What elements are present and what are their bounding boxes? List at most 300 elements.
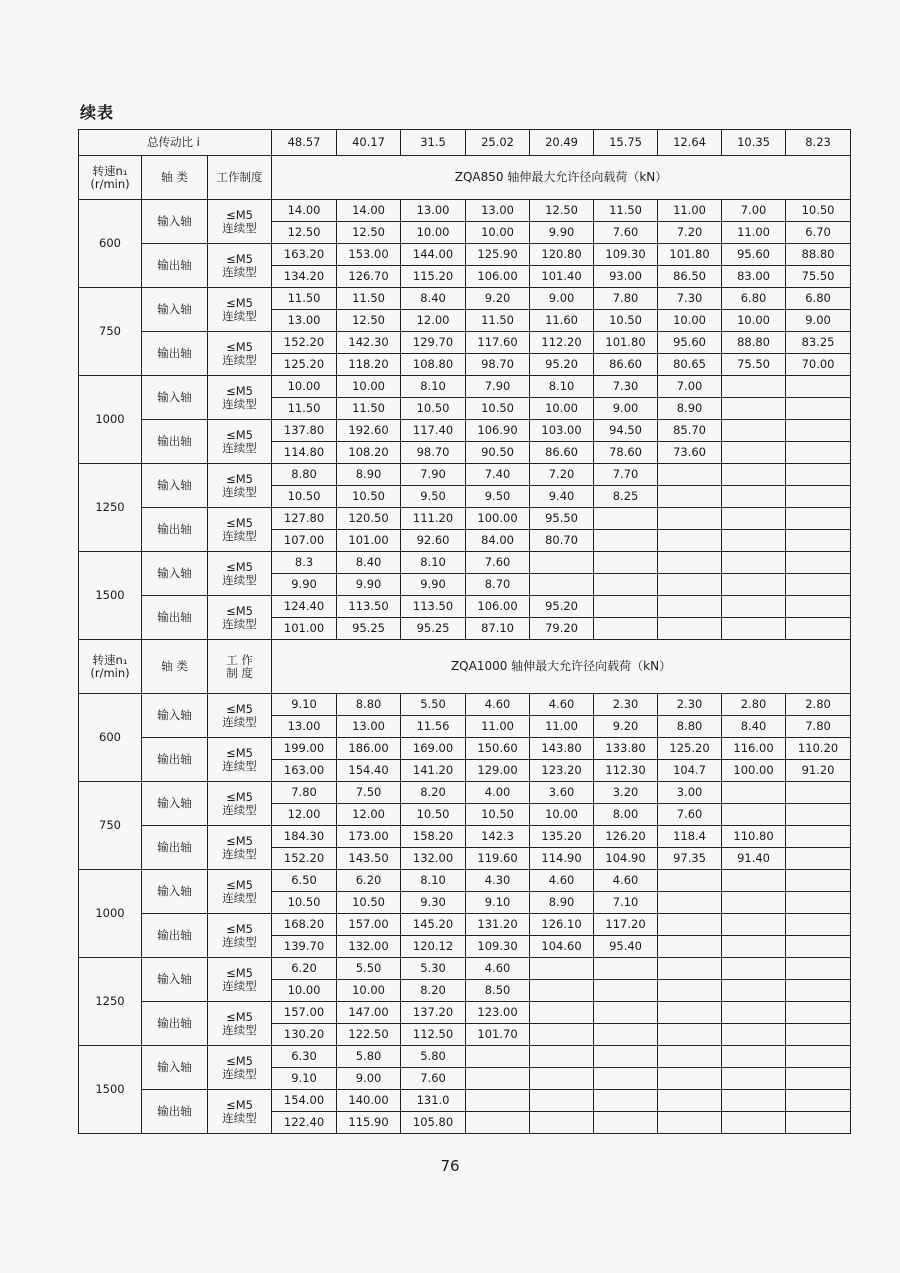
table-row	[79, 376, 851, 398]
load-value: 100.00	[466, 508, 530, 530]
load-value: 120.80	[530, 244, 594, 266]
load-value: 4.60	[466, 694, 530, 716]
load-value: 2.80	[786, 694, 851, 716]
load-value	[786, 420, 851, 442]
shaft-cell: 输入轴	[142, 1046, 208, 1090]
load-value	[466, 1068, 530, 1090]
load-value	[658, 508, 722, 530]
load-value: 95.20	[530, 596, 594, 618]
shaft-cell: 输入轴	[142, 464, 208, 508]
load-value: 9.40	[530, 486, 594, 508]
load-table-body	[79, 130, 851, 1134]
speed-header: 转速n₁ (r/min)	[79, 640, 142, 694]
load-value	[658, 1090, 722, 1112]
load-value: 8.90	[337, 464, 401, 486]
load-value: 79.20	[530, 618, 594, 640]
speed-header: 转速n₁ (r/min)	[79, 156, 142, 200]
table-row	[79, 870, 851, 892]
table-row	[79, 1046, 851, 1068]
page-title: 续表	[80, 103, 115, 122]
page-number: 76	[440, 1157, 460, 1175]
speed-cell: 750	[79, 288, 142, 376]
load-value: 91.20	[786, 760, 851, 782]
load-value: 157.00	[337, 914, 401, 936]
load-value	[594, 530, 658, 552]
load-value: 95.60	[722, 244, 786, 266]
mode-cell: ≤M5 连续型	[208, 288, 272, 332]
load-value: 10.50	[401, 804, 466, 826]
speed-cell: 1500	[79, 552, 142, 640]
load-value: 11.50	[337, 288, 401, 310]
load-value: 8.90	[530, 892, 594, 914]
load-value: 123.20	[530, 760, 594, 782]
load-value	[658, 530, 722, 552]
load-value: 91.40	[722, 848, 786, 870]
load-value: 126.20	[594, 826, 658, 848]
load-value	[722, 1068, 786, 1090]
load-value: 83.25	[786, 332, 851, 354]
load-value: 124.40	[272, 596, 337, 618]
table-row	[79, 826, 851, 848]
load-value: 8.25	[594, 486, 658, 508]
load-value: 143.50	[337, 848, 401, 870]
load-value: 9.10	[466, 892, 530, 914]
load-value: 13.00	[272, 716, 337, 738]
load-value: 10.00	[530, 804, 594, 826]
load-value: 11.00	[722, 222, 786, 244]
load-value: 132.00	[337, 936, 401, 958]
load-value: 85.70	[658, 420, 722, 442]
load-value: 12.50	[272, 222, 337, 244]
load-value: 13.00	[401, 200, 466, 222]
load-value: 163.00	[272, 760, 337, 782]
load-value: 7.90	[401, 464, 466, 486]
load-value: 7.60	[658, 804, 722, 826]
load-value: 127.80	[272, 508, 337, 530]
load-value	[530, 552, 594, 574]
load-value: 8.80	[272, 464, 337, 486]
section-title: ZQA850 轴伸最大允许径向载荷（kN）	[272, 156, 851, 200]
load-value: 75.50	[786, 266, 851, 288]
table-row	[79, 694, 851, 716]
shaft-cell: 输入轴	[142, 200, 208, 244]
load-value: 101.80	[658, 244, 722, 266]
load-value: 101.00	[337, 530, 401, 552]
load-value	[530, 958, 594, 980]
mode-cell: ≤M5 连续型	[208, 914, 272, 958]
load-value: 131.0	[401, 1090, 466, 1112]
load-value: 92.60	[401, 530, 466, 552]
shaft-cell: 输入轴	[142, 694, 208, 738]
load-value: 112.20	[530, 332, 594, 354]
load-value: 105.80	[401, 1112, 466, 1134]
load-value	[786, 530, 851, 552]
load-value: 186.00	[337, 738, 401, 760]
load-value: 8.10	[401, 376, 466, 398]
load-value: 4.60	[594, 870, 658, 892]
load-value	[594, 980, 658, 1002]
load-value	[722, 1112, 786, 1134]
section-header-row	[79, 640, 851, 694]
load-value	[786, 442, 851, 464]
load-value: 5.80	[337, 1046, 401, 1068]
table-row	[79, 552, 851, 574]
load-value: 117.40	[401, 420, 466, 442]
load-value: 7.80	[594, 288, 658, 310]
load-value: 7.20	[658, 222, 722, 244]
load-value: 106.00	[466, 596, 530, 618]
shaft-cell: 输出轴	[142, 914, 208, 958]
load-value	[786, 1090, 851, 1112]
load-value	[594, 508, 658, 530]
load-value	[722, 530, 786, 552]
mode-cell: ≤M5 连续型	[208, 464, 272, 508]
load-value: 88.80	[786, 244, 851, 266]
load-value	[786, 914, 851, 936]
load-value	[594, 958, 658, 980]
load-value: 9.90	[401, 574, 466, 596]
load-value: 113.50	[337, 596, 401, 618]
load-value: 100.00	[722, 760, 786, 782]
load-value	[466, 1046, 530, 1068]
load-value: 70.00	[786, 354, 851, 376]
load-value	[786, 826, 851, 848]
load-value: 112.30	[594, 760, 658, 782]
load-value	[786, 618, 851, 640]
table-row	[79, 244, 851, 266]
section-title: ZQA1000 轴伸最大允许径向载荷（kN）	[272, 640, 851, 694]
load-value: 95.25	[401, 618, 466, 640]
shaft-cell: 输出轴	[142, 420, 208, 464]
mode-cell: ≤M5 连续型	[208, 958, 272, 1002]
load-value: 163.20	[272, 244, 337, 266]
load-value: 10.50	[337, 486, 401, 508]
load-value: 125.20	[658, 738, 722, 760]
load-value: 7.40	[466, 464, 530, 486]
shaft-cell: 输出轴	[142, 738, 208, 782]
load-value: 147.00	[337, 1002, 401, 1024]
load-value: 9.90	[530, 222, 594, 244]
load-value: 7.70	[594, 464, 658, 486]
load-value: 10.00	[466, 222, 530, 244]
ratio-value: 48.57	[272, 130, 337, 156]
load-value: 94.50	[594, 420, 658, 442]
load-value: 101.80	[594, 332, 658, 354]
mode-cell: ≤M5 连续型	[208, 552, 272, 596]
speed-cell: 1250	[79, 464, 142, 552]
load-value	[786, 870, 851, 892]
load-value: 10.50	[594, 310, 658, 332]
load-value: 11.56	[401, 716, 466, 738]
load-value	[594, 1024, 658, 1046]
load-value: 9.10	[272, 1068, 337, 1090]
speed-cell: 600	[79, 200, 142, 288]
load-value: 9.20	[466, 288, 530, 310]
load-value: 101.40	[530, 266, 594, 288]
load-value: 132.00	[401, 848, 466, 870]
load-value: 88.80	[722, 332, 786, 354]
mode-cell: ≤M5 连续型	[208, 738, 272, 782]
load-value: 8.3	[272, 552, 337, 574]
load-value: 114.80	[272, 442, 337, 464]
load-value: 11.50	[272, 288, 337, 310]
load-value: 3.20	[594, 782, 658, 804]
load-value: 8.40	[337, 552, 401, 574]
shaft-cell: 输入轴	[142, 288, 208, 332]
load-value: 152.20	[272, 332, 337, 354]
load-value: 11.50	[272, 398, 337, 420]
shaft-cell: 输出轴	[142, 508, 208, 552]
shaft-cell: 输入轴	[142, 782, 208, 826]
load-value	[530, 1068, 594, 1090]
load-value	[722, 782, 786, 804]
load-value	[786, 486, 851, 508]
load-value	[722, 1024, 786, 1046]
load-value: 143.80	[530, 738, 594, 760]
ratio-value: 20.49	[530, 130, 594, 156]
load-value	[722, 870, 786, 892]
load-value: 11.50	[594, 200, 658, 222]
load-value	[594, 596, 658, 618]
load-value: 4.30	[466, 870, 530, 892]
load-value: 9.00	[594, 398, 658, 420]
load-value: 9.00	[786, 310, 851, 332]
load-value	[722, 574, 786, 596]
ratio-value: 10.35	[722, 130, 786, 156]
load-value	[786, 508, 851, 530]
mode-cell: ≤M5 连续型	[208, 782, 272, 826]
load-value: 122.50	[337, 1024, 401, 1046]
load-value	[594, 1068, 658, 1090]
load-value	[658, 1002, 722, 1024]
load-value: 129.70	[401, 332, 466, 354]
load-value	[786, 1068, 851, 1090]
load-value	[722, 508, 786, 530]
load-value	[722, 1002, 786, 1024]
load-value: 150.60	[466, 738, 530, 760]
shaft-cell: 输出轴	[142, 826, 208, 870]
load-value: 11.50	[466, 310, 530, 332]
load-value: 154.00	[272, 1090, 337, 1112]
load-value: 10.00	[401, 222, 466, 244]
load-value: 126.70	[337, 266, 401, 288]
table-row	[79, 738, 851, 760]
load-value: 7.60	[594, 222, 658, 244]
load-value: 140.00	[337, 1090, 401, 1112]
load-value: 116.00	[722, 738, 786, 760]
mode-cell: ≤M5 连续型	[208, 1046, 272, 1090]
load-value	[594, 1046, 658, 1068]
load-value	[786, 1112, 851, 1134]
load-value: 8.50	[466, 980, 530, 1002]
load-value: 7.50	[337, 782, 401, 804]
load-value: 142.30	[337, 332, 401, 354]
table-row	[79, 958, 851, 980]
load-value	[722, 398, 786, 420]
load-value: 10.00	[272, 376, 337, 398]
load-value: 137.80	[272, 420, 337, 442]
load-value: 108.80	[401, 354, 466, 376]
ratio-value: 15.75	[594, 130, 658, 156]
load-value: 109.30	[594, 244, 658, 266]
load-value: 199.00	[272, 738, 337, 760]
load-value: 111.20	[401, 508, 466, 530]
load-value: 106.90	[466, 420, 530, 442]
ratio-value: 12.64	[658, 130, 722, 156]
load-value: 145.20	[401, 914, 466, 936]
load-value: 9.90	[272, 574, 337, 596]
load-value: 169.00	[401, 738, 466, 760]
load-value: 10.00	[337, 980, 401, 1002]
load-value	[466, 1090, 530, 1112]
load-value: 78.60	[594, 442, 658, 464]
load-value: 117.60	[466, 332, 530, 354]
load-value: 80.65	[658, 354, 722, 376]
load-value	[722, 596, 786, 618]
speed-cell: 1000	[79, 870, 142, 958]
load-value: 8.20	[401, 782, 466, 804]
load-value: 144.00	[401, 244, 466, 266]
mode-cell: ≤M5 连续型	[208, 376, 272, 420]
load-value	[658, 552, 722, 574]
mode-cell: ≤M5 连续型	[208, 1002, 272, 1046]
load-value: 12.50	[530, 200, 594, 222]
load-value: 118.20	[337, 354, 401, 376]
load-value: 10.50	[337, 892, 401, 914]
load-value	[466, 1112, 530, 1134]
load-value: 10.00	[337, 376, 401, 398]
load-value: 8.10	[401, 552, 466, 574]
load-value: 5.30	[401, 958, 466, 980]
load-value: 10.50	[786, 200, 851, 222]
load-value	[786, 958, 851, 980]
table-row	[79, 914, 851, 936]
load-value: 2.30	[594, 694, 658, 716]
mode-cell: ≤M5 连续型	[208, 332, 272, 376]
load-value	[530, 1046, 594, 1068]
load-value	[594, 574, 658, 596]
load-value	[594, 618, 658, 640]
load-value: 95.40	[594, 936, 658, 958]
load-value: 9.50	[401, 486, 466, 508]
load-value: 158.20	[401, 826, 466, 848]
load-value: 110.80	[722, 826, 786, 848]
load-value: 8.00	[594, 804, 658, 826]
mode-header: 工作制度	[208, 156, 272, 200]
load-value	[722, 980, 786, 1002]
load-value	[722, 442, 786, 464]
load-value	[594, 1002, 658, 1024]
load-value: 119.60	[466, 848, 530, 870]
load-value	[722, 804, 786, 826]
load-value: 8.70	[466, 574, 530, 596]
load-value	[722, 464, 786, 486]
load-value: 6.70	[786, 222, 851, 244]
load-value	[786, 552, 851, 574]
load-value	[658, 870, 722, 892]
load-value	[722, 936, 786, 958]
load-value	[594, 1112, 658, 1134]
load-value: 14.00	[272, 200, 337, 222]
load-value: 130.20	[272, 1024, 337, 1046]
load-value: 14.00	[337, 200, 401, 222]
load-value: 107.00	[272, 530, 337, 552]
load-value	[594, 1090, 658, 1112]
load-value: 113.50	[401, 596, 466, 618]
load-value: 7.10	[594, 892, 658, 914]
ratio-value: 8.23	[786, 130, 851, 156]
load-value: 7.80	[272, 782, 337, 804]
load-value: 98.70	[466, 354, 530, 376]
load-value: 4.60	[530, 870, 594, 892]
mode-cell: ≤M5 连续型	[208, 420, 272, 464]
load-value: 5.50	[401, 694, 466, 716]
load-value	[658, 464, 722, 486]
load-value: 8.10	[401, 870, 466, 892]
load-value: 80.70	[530, 530, 594, 552]
load-value: 109.30	[466, 936, 530, 958]
load-value: 8.90	[658, 398, 722, 420]
load-value: 2.80	[722, 694, 786, 716]
load-value: 75.50	[722, 354, 786, 376]
load-value	[722, 618, 786, 640]
shaft-cell: 输入轴	[142, 552, 208, 596]
load-value: 120.50	[337, 508, 401, 530]
load-value: 123.00	[466, 1002, 530, 1024]
load-value: 10.50	[272, 892, 337, 914]
load-table	[78, 129, 851, 1134]
load-value	[722, 892, 786, 914]
load-value: 106.00	[466, 266, 530, 288]
load-value: 10.50	[272, 486, 337, 508]
load-value	[658, 486, 722, 508]
load-value	[722, 1046, 786, 1068]
load-value: 7.30	[594, 376, 658, 398]
load-value: 3.60	[530, 782, 594, 804]
load-value: 135.20	[530, 826, 594, 848]
load-value: 139.70	[272, 936, 337, 958]
load-value: 10.00	[272, 980, 337, 1002]
load-value: 114.90	[530, 848, 594, 870]
load-value: 7.30	[658, 288, 722, 310]
load-value: 101.00	[272, 618, 337, 640]
load-value	[658, 958, 722, 980]
load-value: 13.00	[272, 310, 337, 332]
shaft-cell: 输入轴	[142, 376, 208, 420]
load-value: 131.20	[466, 914, 530, 936]
mode-cell: ≤M5 连续型	[208, 244, 272, 288]
shaft-cell: 输入轴	[142, 870, 208, 914]
ratio-value: 31.5	[401, 130, 466, 156]
load-value: 134.20	[272, 266, 337, 288]
load-value: 9.20	[594, 716, 658, 738]
mode-header: 工 作 制 度	[208, 640, 272, 694]
load-value: 117.20	[594, 914, 658, 936]
load-value	[658, 1112, 722, 1134]
load-value	[658, 1068, 722, 1090]
load-value: 12.50	[337, 222, 401, 244]
load-value: 95.25	[337, 618, 401, 640]
load-value	[786, 596, 851, 618]
load-value: 73.60	[658, 442, 722, 464]
table-row	[79, 464, 851, 486]
load-value	[722, 914, 786, 936]
load-value	[530, 1112, 594, 1134]
load-value: 8.80	[337, 694, 401, 716]
load-value: 7.60	[466, 552, 530, 574]
load-value: 7.80	[786, 716, 851, 738]
load-value: 90.50	[466, 442, 530, 464]
